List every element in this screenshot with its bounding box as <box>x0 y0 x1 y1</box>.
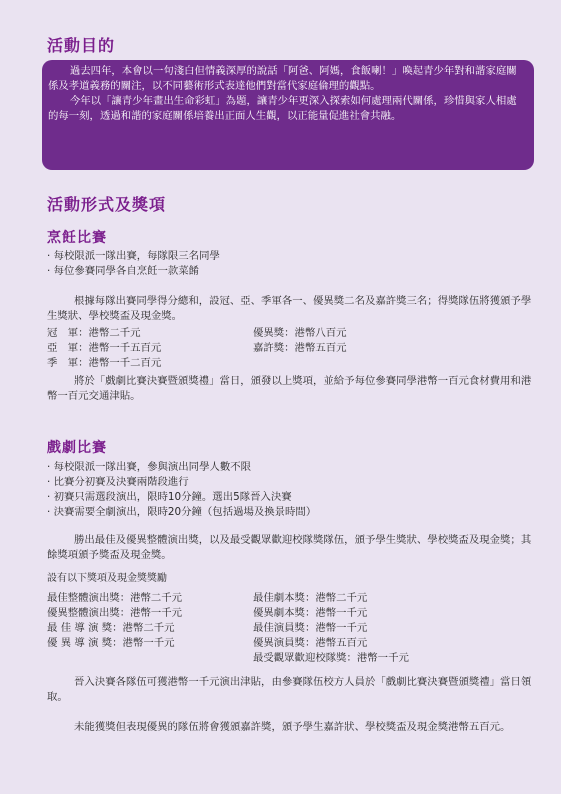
prize-row <box>47 341 533 356</box>
prize-right: 嘉許獎：港幣五百元 <box>253 342 347 354</box>
list-item: · 初賽只需選段演出，限時10分鐘。選出5隊晉入決賽 <box>47 490 533 505</box>
award-row <box>47 621 533 636</box>
prize-right: 優異獎：港幣八百元 <box>253 327 347 339</box>
award-right: 優異演員獎：港幣五百元 <box>253 637 368 649</box>
list-item: · 每校限派一隊出賽，每隊限三名同學 <box>47 249 533 264</box>
award-left: 最 佳 導 演 獎：港幣二千元 <box>47 622 175 634</box>
cooking-rules-list <box>47 249 533 279</box>
cooking-section <box>47 249 533 404</box>
list-item: · 每位參賽同學各自烹飪一款菜餚 <box>47 264 533 279</box>
drama-paragraph-3: 未能獲獎但表現優異的隊伍將會獲頒嘉許獎，頒予學生嘉許狀、學校獎盃及現金獎港幣五百元。 <box>74 721 511 733</box>
list-item: · 每校限派一隊出賽，參與演出同學人數不限 <box>47 460 533 475</box>
award-right: 最受觀眾歡迎校隊獎：港幣一千元 <box>253 652 409 664</box>
drama-awards-title: 設有以下獎項及現金獎獎勵 <box>47 573 167 584</box>
award-right: 最佳劇本獎：港幣二千元 <box>253 592 368 604</box>
drama-heading: 戲劇比賽 <box>47 440 107 456</box>
drama-paragraph-2: 晉入決賽各隊伍可獲港幣一千元演出津貼，由參賽隊伍校方人員於「戲劇比賽決賽暨頒獎禮」當日領取。 <box>47 676 532 703</box>
prize-row <box>47 356 533 371</box>
purpose-heading: 活動目的 <box>47 36 116 55</box>
prize-row <box>47 326 533 341</box>
drama-section <box>47 460 533 735</box>
purpose-paragraph-1: 過去四年，本會以一句淺白但情義深厚的說話「阿爸、阿媽，食飯喇！」喚起青少年對和諧家庭關係及孝道義務的關注，以不同藝術形式表達他們對當代家庭倫理的觀點。 <box>48 65 517 92</box>
cooking-heading: 烹飪比賽 <box>47 230 107 246</box>
prize-left: 冠 軍：港幣二千元 <box>47 327 141 339</box>
prize-left: 亞 軍：港幣一千五百元 <box>47 342 162 354</box>
award-left <box>47 651 253 666</box>
cooking-prize-table <box>47 326 533 371</box>
drama-award-table <box>47 591 533 666</box>
list-item: · 決賽需要全劇演出，限時20分鐘（包括過場及換景時間） <box>47 505 533 520</box>
award-right: 優異劇本獎：港幣一千元 <box>253 607 368 619</box>
award-left: 優 異 導 演 獎：港幣一千元 <box>47 637 175 649</box>
purpose-box <box>42 60 534 170</box>
list-item: · 比賽分初賽及決賽兩階段進行 <box>47 475 533 490</box>
drama-paragraph-1: 勝出最佳及優異整體演出獎，以及最受觀眾歡迎校隊獎隊伍，頒予學生獎狀、學校獎盃及現金獎；其餘獎項頒予獎盃及現金獎。 <box>47 534 532 561</box>
award-row <box>47 651 533 666</box>
award-right: 最佳演員獎：港幣一千元 <box>253 622 368 634</box>
drama-rules-list <box>47 460 533 520</box>
award-left: 最佳整體演出獎：港幣二千元 <box>47 592 183 604</box>
cooking-paragraph-2: 將於「戲劇比賽決賽暨頒獎禮」當日，頒發以上獎項，並給予每位參賽同學港幣一百元食材費用和港幣一百元交通津貼。 <box>47 375 532 402</box>
award-row <box>47 606 533 621</box>
purpose-paragraph-2: 今年以「讓青少年畫出生命彩虹」為題，讓青少年更深入探索如何處理兩代關係，珍惜與家人相處的每一刻，透過和諧的家庭關係培養出正面人生觀，以正能量促進社會共融。 <box>48 95 517 122</box>
award-row <box>47 636 533 651</box>
award-row <box>47 591 533 606</box>
award-left: 優異整體演出獎：港幣一千元 <box>47 607 183 619</box>
prize-left: 季 軍：港幣一千二百元 <box>47 357 162 369</box>
format-heading: 活動形式及獎項 <box>47 195 167 214</box>
cooking-paragraph-1: 根據每隊出賽同學得分總和，設冠、亞、季軍各一、優異獎二名及嘉許獎三名；得獎隊伍將獲頒予學生獎狀、學校獎盃及現金獎。 <box>47 295 532 322</box>
